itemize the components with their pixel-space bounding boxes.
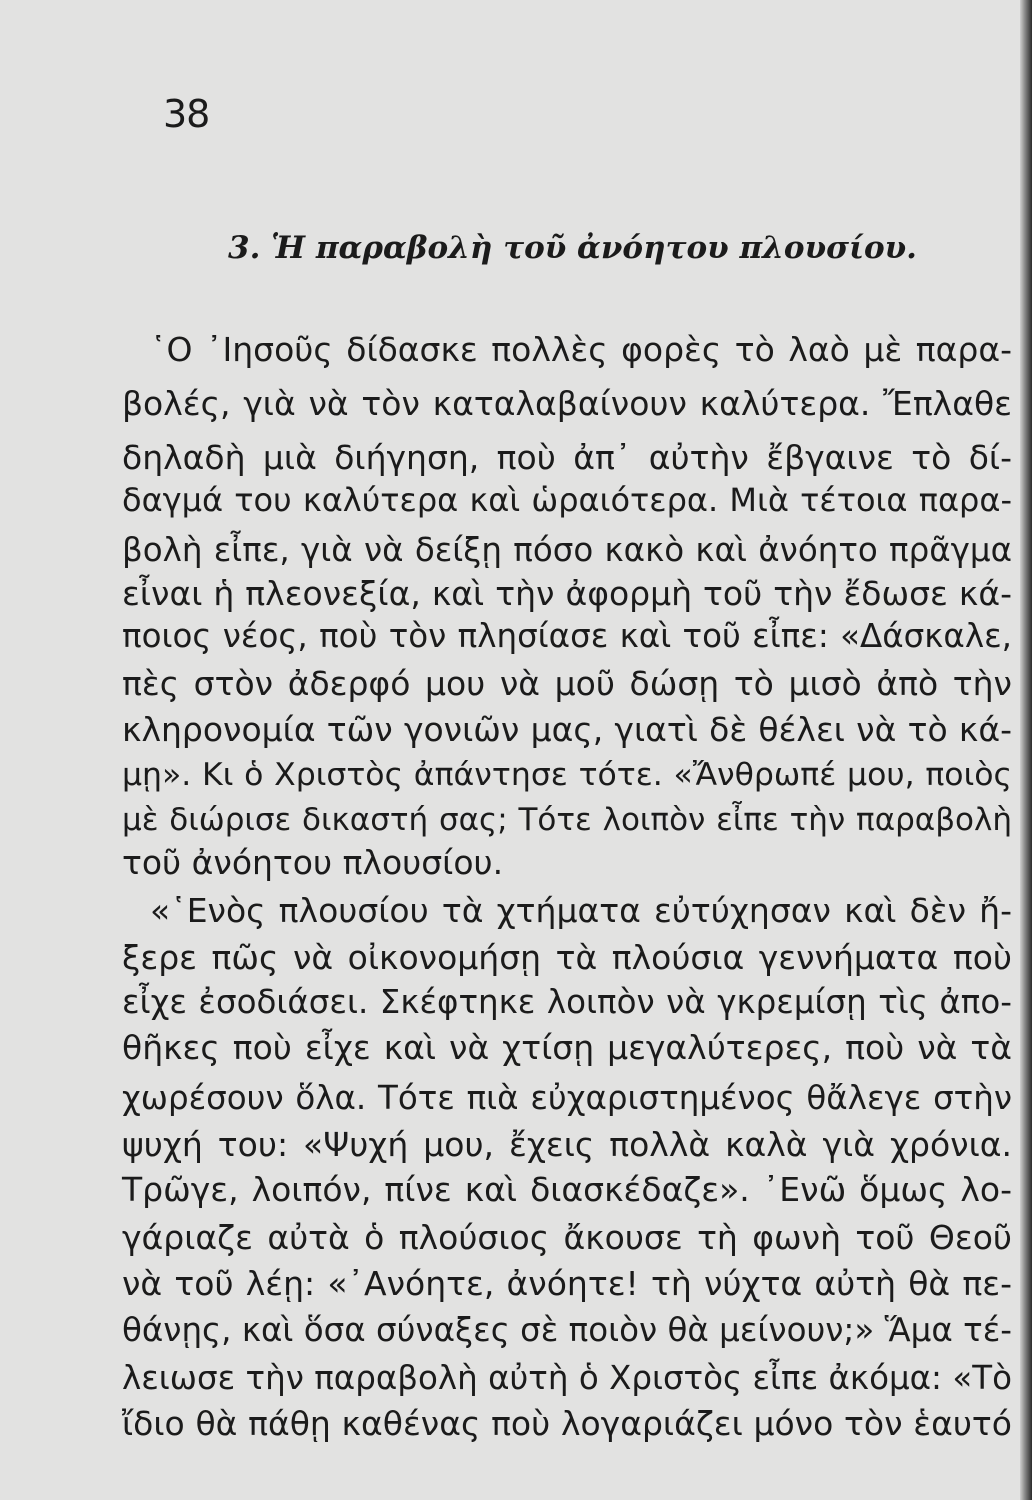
text-line: θῆκες ποὺ εἶχε καὶ νὰ χτίσῃ μεγαλύτερες, ποὺ νὰ τὰ: [122, 1028, 1012, 1067]
text-line: εἶναι ἡ πλεονεξία, καὶ τὴν ἀφορμὴ τοῦ τὴν ἔδωσε κά-: [122, 574, 1012, 613]
text-line: νὰ τοῦ λέῃ: «᾿Ανόητε, ἀνόητε! τὴ νύχτα αὐτὴ θὰ πε-: [122, 1264, 1012, 1303]
text-line: κληρονομία τῶν γονιῶν μας, γιατὶ δὲ θέλει νὰ τὸ κά-: [122, 710, 1012, 749]
text-line: θάνῃς, καὶ ὅσα σύναξες σὲ ποιὸν θὰ μείνουν;» Ἅμα τέ-: [122, 1311, 1012, 1349]
text-line: ποιος νέος, ποὺ τὸν πλησίασε καὶ τοῦ εἶπε: «Δάσκαλε,: [122, 617, 1012, 655]
text-line: μῃ». Κι ὁ Χριστὸς ἀπάντησε τότε. «Ἄνθρωπέ μου, ποιὸς: [122, 757, 1012, 793]
text-line: βολὴ εἶπε, γιὰ νὰ δείξῃ πόσο κακὸ καὶ ἀνόητο πρᾶγμα: [122, 531, 1012, 569]
text-line: ξερε πῶς νὰ οἰκονομήσῃ τὰ πλούσια γεννήματα ποὺ: [122, 938, 1012, 977]
text-line: γάριαζε αὐτὰ ὁ πλούσιος ἄκουσε τὴ φωνὴ τοῦ Θεοῦ: [122, 1218, 1012, 1257]
text-line: λειωσε τὴν παραβολὴ αὐτὴ ὁ Χριστὸς εἶπε ἀκόμα: «Τὸ: [122, 1359, 1012, 1397]
page-edge-shadow: [1020, 0, 1032, 1500]
text-line: δηλαδὴ μιὰ διήγηση, ποὺ ἀπ᾿ αὐτὴν ἔβγαινε τὸ δί-: [122, 438, 1012, 477]
text-line: χωρέσουν ὅλα. Τότε πιὰ εὐχαριστημένος θἄλεγε στὴν: [122, 1079, 1012, 1117]
page-number: 38: [163, 92, 210, 136]
chapter-title: 3. Ἡ παραβολὴ τοῦ ἀνόητου πλουσίου.: [228, 230, 917, 266]
text-line: ψυχή του: «Ψυχή μου, ἔχεις πολλὰ καλὰ γιὰ χρόνια.: [122, 1125, 1012, 1164]
text-line: πὲς στὸν ἀδερφό μου νὰ μοῦ δώσῃ τὸ μισὸ ἀπὸ τὴν: [122, 664, 1012, 703]
text-line: μὲ διώρισε δικαστή σας; Τότε λοιπὸν εἶπε τὴν παραβολὴ: [122, 802, 1012, 838]
text-line: βολές, γιὰ νὰ τὸν καταλαβαίνουν καλύτερα. Ἔπλαθε: [122, 384, 1012, 423]
text-line: «῾Ενὸς πλουσίου τὰ χτήματα εὐτύχησαν καὶ δὲν ἤ-: [150, 891, 1012, 930]
text-line: εἶχε ἐσοδιάσει. Σκέφτηκε λοιπὸν νὰ γκρεμίσῃ τὶς ἀπο-: [122, 983, 1012, 1021]
text-line: τοῦ ἀνόητου πλουσίου.: [122, 843, 504, 882]
text-line: δαγμά του καλύτερα καὶ ὡραιότερα. Μιὰ τέτοια παρα-: [122, 481, 1012, 519]
text-line: ἴδιο θὰ πάθῃ καθένας ποὺ λογαριάζει μόνο τὸν ἑαυτό: [122, 1404, 1012, 1443]
text-line: ῾Ο ᾿Ιησοῦς δίδασκε πολλὲς φορὲς τὸ λαὸ μὲ παρα-: [150, 330, 1012, 369]
text-line: Τρῶγε, λοιπόν, πίνε καὶ διασκέδαζε». ᾿Ενῶ ὅμως λο-: [122, 1170, 1012, 1209]
